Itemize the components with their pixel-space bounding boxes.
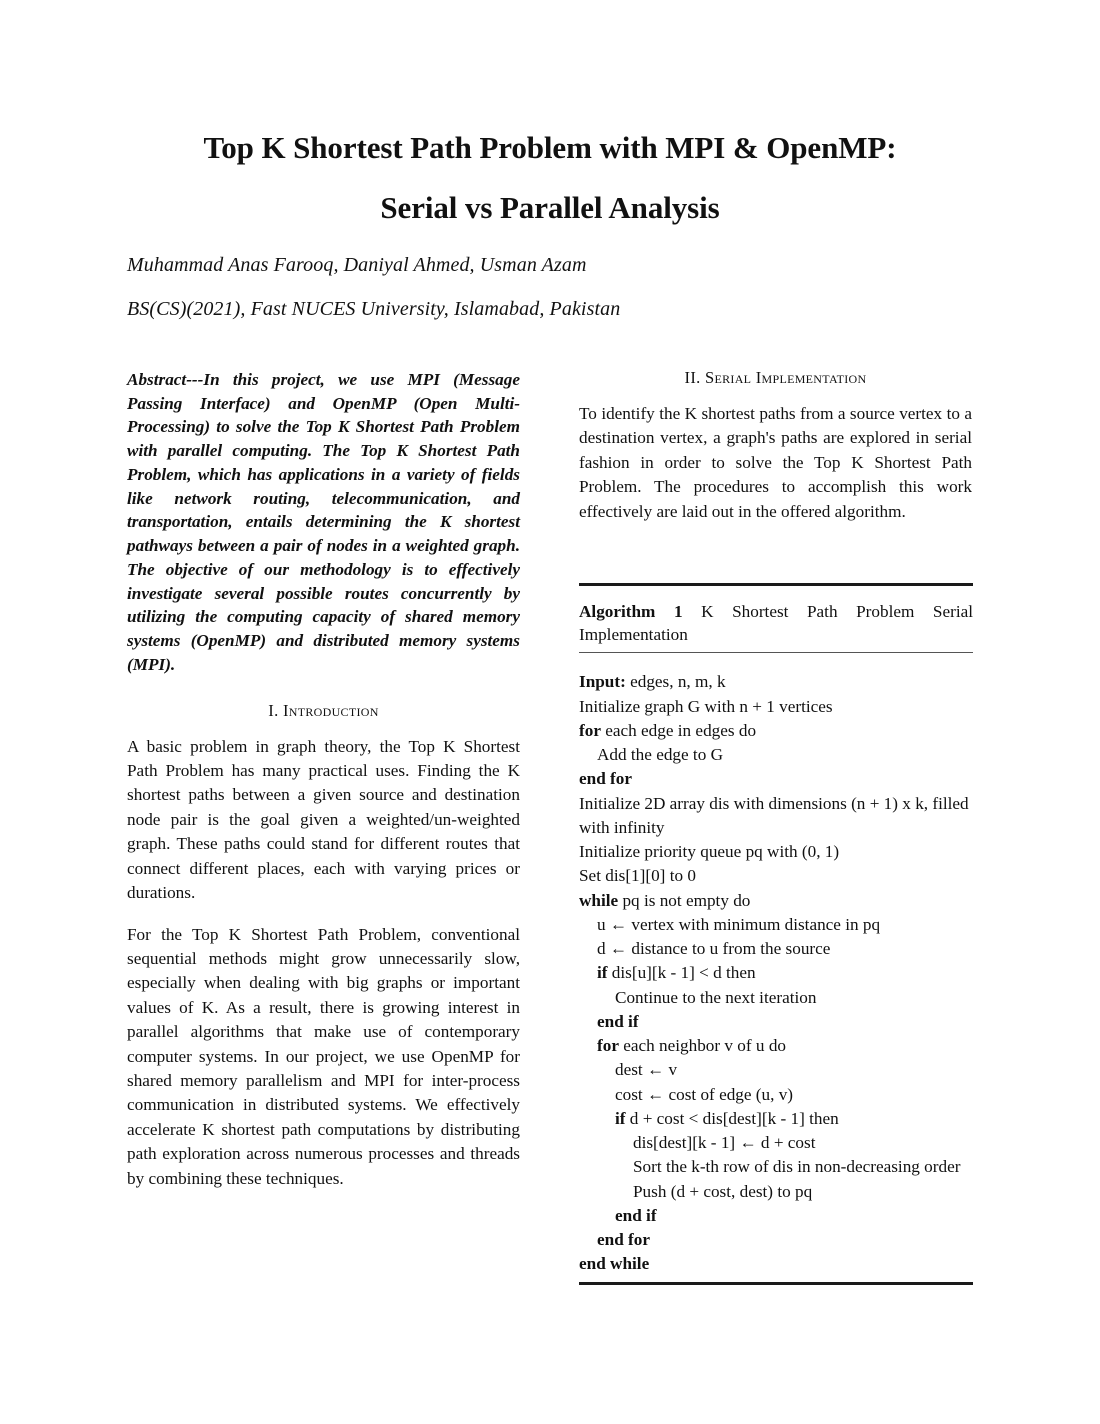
- intro-paragraph-2: For the Top K Shortest Path Problem, conventional sequential methods might grow unnecessarily slow, especially when dealing with big graphs or important values of K. As a result, there is growing interest in parallel algorithms that make use of contemporary computer systems. In our project, we use OpenMP for shared memory parallelism and MPI for inter-process communication in distributed systems. We effectively accelerate K shortest path computations by distributing path exploration across numerous processes and threads by combining these techniques.: [127, 924, 520, 1188]
- algorithm-line-text: pq is not empty do: [618, 890, 751, 910]
- section-heading-introduction: [127, 701, 520, 721]
- algorithm-keyword: for: [597, 1036, 619, 1056]
- left-column: [127, 368, 520, 1191]
- algorithm-line-text: edges, n, m, k: [625, 672, 726, 692]
- algorithm-line: [579, 937, 973, 961]
- algorithm-line: [579, 1180, 973, 1204]
- abstract-paragraph: Abstract---In this project, we use MPI (Message Passing Interface) and OpenMP (Open Multi-Processing) to solve the Top K Shortest Path Problem with parallel computing. The Top K Shortest Path Problem, which has applications in a variety of fields like network routing, telecommunication, and transportation, entails determining the K shortest pathways between a pair of nodes in a weighted graph. The objective of our methodology is to effectively investigate several possible routes concurrently by utilizing the computing capacity of shared memory systems (OpenMP) and distributed memory systems (MPI).: [127, 370, 520, 674]
- algorithm-keyword: if: [615, 1108, 626, 1128]
- algorithm-keyword: Input:: [579, 672, 626, 692]
- author-affiliation: BS(CS)(2021), Fast NUCES University, Islamabad, Pakistan: [127, 298, 621, 320]
- intro-paragraph-1: A basic problem in graph theory, the Top K Shortest Path Problem has many practical uses. Finding the K shortest paths between a given source and destination node pair is the goal given a weighted/un-weighted graph. These paths could stand for different routes that connect different places, each with varying prices or durations.: [127, 736, 520, 903]
- section-title: Serial Implementation: [704, 368, 867, 387]
- algorithm-label: Algorithm 1: [579, 602, 683, 621]
- algorithm-line-text: each edge in edges do: [600, 720, 757, 740]
- algorithm-line: [579, 864, 973, 888]
- algorithm-line: [579, 986, 973, 1010]
- section-numeral: II.: [684, 368, 701, 387]
- algorithm-line: [579, 961, 973, 985]
- paper-title-line-1: Top K Shortest Path Problem with MPI & OpenMP:: [203, 130, 897, 165]
- algorithm-keyword: for: [579, 720, 601, 740]
- algorithm-keyword: if: [597, 963, 608, 983]
- algorithm-line-text: Sort the k-th row of dis in non-decreasing order: [633, 1157, 961, 1177]
- author-names: Muhammad Anas Farooq, Daniyal Ahmed, Usman Azam: [127, 254, 587, 276]
- algorithm-keyword: end for: [579, 769, 632, 789]
- algorithm-line: [579, 1083, 973, 1107]
- algorithm-line-text: Add the edge to G: [597, 745, 724, 765]
- algorithm-bottom-rule: [579, 1282, 973, 1285]
- algorithm-keyword: while: [579, 890, 619, 910]
- algorithm-line: [579, 743, 973, 767]
- algorithm-line-text: Set dis[1][0] to 0: [579, 866, 696, 886]
- algorithm-line: [579, 1155, 973, 1179]
- section-numeral: I.: [268, 700, 279, 720]
- algorithm-line: [579, 767, 973, 791]
- algorithm-line-text: d + cost < dis[dest][k - 1] then: [625, 1108, 839, 1128]
- algorithm-line-text: dest ← v: [615, 1060, 678, 1080]
- serial-implementation-paragraph-1: To identify the K shortest paths from a source vertex to a destination vertex, a graph's paths are explored in serial fashion in order to solve the Top K Shortest Path Problem. The procedures to accomplish this work effectively are laid out in the offered algorithm.: [579, 404, 972, 521]
- algorithm-keyword: end if: [615, 1205, 657, 1225]
- algorithm-line: [579, 1010, 973, 1034]
- algorithm-line-text: cost ← cost of edge (u, v): [615, 1084, 794, 1104]
- algorithm-line: [579, 1252, 973, 1276]
- algorithm-line-text: dis[u][k - 1] < d then: [607, 963, 756, 983]
- algorithm-body: [579, 653, 973, 1281]
- algorithm-keyword: end while: [579, 1254, 650, 1274]
- paper-title-line-2: Serial vs Parallel Analysis: [380, 190, 720, 226]
- algorithm-keyword: end if: [597, 1011, 639, 1031]
- section-heading-serial-implementation: [579, 368, 972, 388]
- algorithm-caption-text: K Shortest Path Problem Serial Implementation: [579, 602, 973, 645]
- algorithm-line: [579, 670, 973, 694]
- algorithm-line: [579, 1034, 973, 1058]
- algorithm-keyword: end for: [597, 1230, 650, 1250]
- algorithm-line-text: Initialize 2D array dis with dimensions (n + 1) x k, filled with infinity: [579, 793, 969, 837]
- algorithm-line: [579, 1107, 973, 1131]
- algorithm-line-text: Initialize priority queue pq with (0, 1): [579, 842, 840, 862]
- algorithm-line-text: u ← vertex with minimum distance in pq: [597, 914, 881, 934]
- algorithm-line: [579, 792, 973, 841]
- right-column: [579, 368, 972, 524]
- algorithm-line-text: dis[dest][k - 1] ← d + cost: [633, 1133, 816, 1153]
- algorithm-line: [579, 889, 973, 913]
- algorithm-line-text: Initialize graph G with n + 1 vertices: [579, 696, 833, 716]
- title-block: [127, 118, 973, 239]
- algorithm-caption: [579, 586, 973, 652]
- algorithm-line: [579, 695, 973, 719]
- algorithm-line: [579, 1131, 973, 1155]
- algorithm-line: [579, 1204, 973, 1228]
- algorithm-line: [579, 913, 973, 937]
- section-title: Introduction: [282, 700, 379, 720]
- algorithm-block: [579, 583, 973, 1285]
- algorithm-line: [579, 1058, 973, 1082]
- algorithm-line-text: Push (d + cost, dest) to pq: [633, 1181, 813, 1201]
- algorithm-line: [579, 719, 973, 743]
- algorithm-line: [579, 840, 973, 864]
- algorithm-line: [579, 1228, 973, 1252]
- algorithm-line-text: each neighbor v of u do: [618, 1036, 787, 1056]
- algorithm-line-text: Continue to the next iteration: [615, 987, 817, 1007]
- algorithm-line-text: d ← distance to u from the source: [597, 939, 831, 959]
- author-block: [127, 243, 973, 331]
